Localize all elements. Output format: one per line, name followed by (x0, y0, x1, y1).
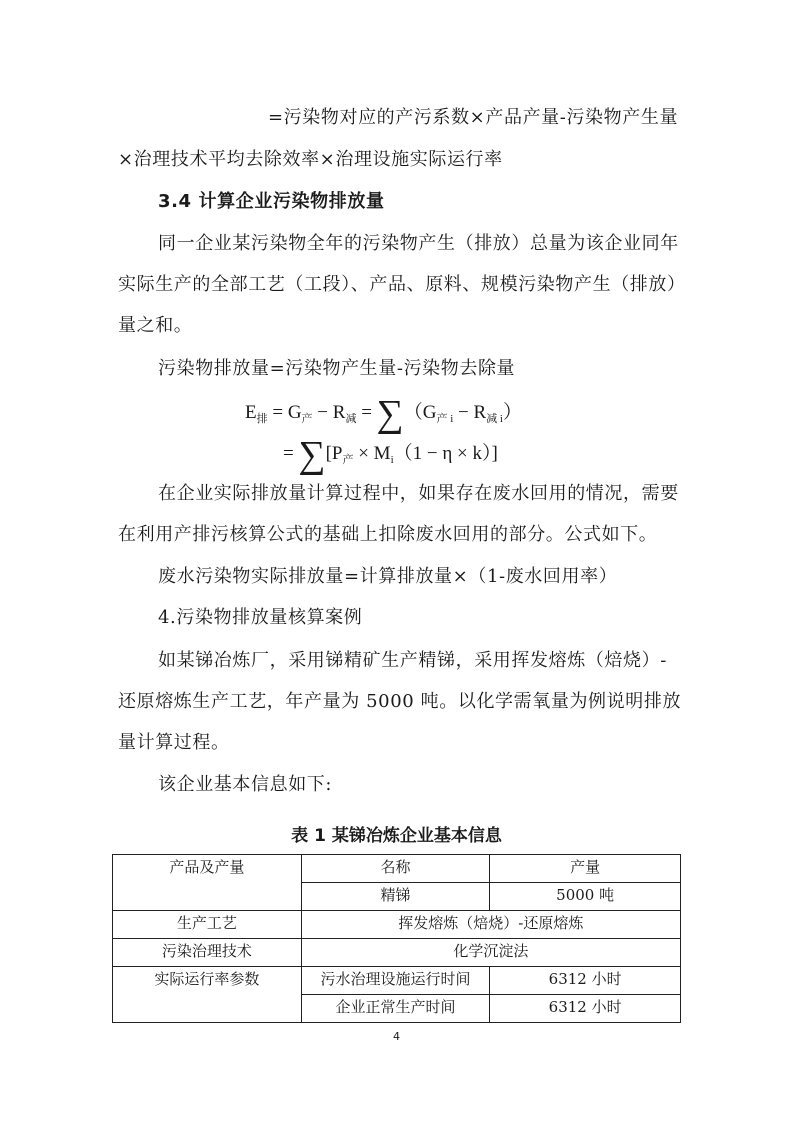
paragraph-1-line-3: 量之和。 (118, 315, 193, 336)
table-cell: 产量 (490, 855, 681, 883)
paragraph-3-line-1: 在企业实际排放量计算过程中，如果存在废水回用的情况，需要 (158, 483, 679, 504)
paragraph-5-line-1: 如某锑冶炼厂，采用锑精矿生产精锑，采用挥发熔炼（焙烧）- (158, 650, 667, 671)
table-cell: 污染治理技术 (113, 939, 302, 967)
formula-continuation-line-1: =污染物对应的产污系数×产品产量-污染物产生量 (268, 107, 679, 128)
table-row (113, 855, 681, 883)
paragraph-1-line-1: 同一企业某污染物全年的污染物产生（排放）总量为该企业同年 (158, 233, 679, 254)
table-cell: 5000 吨 (490, 883, 681, 911)
table-cell: 挥发熔炼（焙烧）-还原熔炼 (301, 911, 680, 939)
emission-formula-line-2: = $\sum[P_产 \times M_i(1 - \eta \times k)]$ (283, 434, 498, 476)
paragraph-2: 污染物排放量=污染物产生量-污染物去除量 (158, 358, 516, 379)
paragraph-6: 该企业基本信息如下: (158, 774, 333, 795)
table-cell: 6312 小时 (490, 995, 681, 1023)
sum-symbol: ∑ (376, 393, 404, 435)
table-row (113, 911, 681, 939)
table-cell: 产品及产量 (113, 855, 302, 911)
table-row (113, 967, 681, 995)
table-cell: 生产工艺 (113, 911, 302, 939)
table-cell: 精锑 (301, 883, 490, 911)
table-cell: 名称 (301, 855, 490, 883)
formula-continuation-line-2: ×治理技术平均去除效率×治理设施实际运行率 (118, 149, 503, 170)
table-caption: 表 1 某锑冶炼企业基本信息 (291, 826, 502, 846)
table-cell: 污水治理设施运行时间 (301, 967, 490, 995)
table-cell: 实际运行率参数 (113, 967, 302, 1023)
table-cell: 化学沉淀法 (301, 939, 680, 967)
sum-symbol: ∑ (298, 434, 326, 476)
section-heading-4: 4.污染物排放量核算案例 (158, 607, 363, 628)
table-cell: 企业正常生产时间 (301, 995, 490, 1023)
emission-formula-line-1: $E_排 = G_产 - R_减 = \sum(G_{产 i} - R_{减 i})$ (245, 393, 523, 435)
paragraph-1-line-2: 实际生产的全部工艺（工段）、产品、原料、规模污染物产生（排放） (118, 274, 686, 295)
paragraph-5-line-3: 量计算过程。 (118, 732, 230, 753)
paragraph-5-line-2: 还原熔炼生产工艺，年产量为 5000 吨。以化学需氧量为例说明排放 (118, 691, 682, 712)
paragraph-4: 废水污染物实际排放量=计算排放量×（1-废水回用率） (158, 566, 618, 587)
table-cell: 6312 小时 (490, 967, 681, 995)
table-row (113, 939, 681, 967)
paragraph-3-line-2: 在利用产排污核算公式的基础上扣除废水回用的部分。公式如下。 (118, 524, 658, 545)
enterprise-info-table (112, 854, 681, 1023)
page-number: 4 (393, 1030, 400, 1043)
section-heading-3-4: 3.4 计算企业污染物排放量 (158, 191, 385, 212)
